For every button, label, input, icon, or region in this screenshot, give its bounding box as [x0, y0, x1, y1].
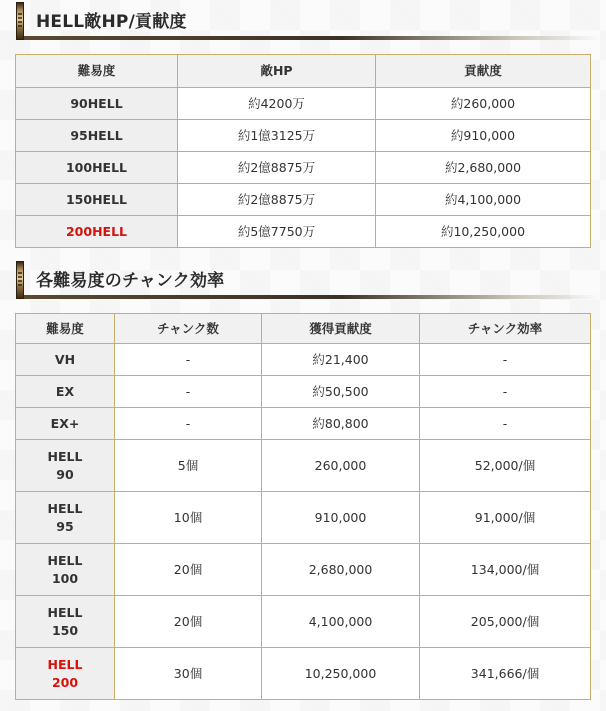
hell-hp-table: [15, 54, 591, 248]
header-earned-contribution: 獲得貢献度: [262, 314, 420, 344]
section-heading-chunk-efficiency: [16, 260, 600, 300]
contribution-cell: 2,680,000: [262, 544, 420, 596]
efficiency-cell: 205,000/個: [420, 596, 591, 648]
chunk-efficiency-table: [15, 313, 591, 700]
difficulty-cell: 90HELL: [16, 88, 178, 120]
hp-cell: 約1億3125万: [178, 120, 376, 152]
contribution-cell: 約260,000: [376, 88, 591, 120]
table-row: [16, 88, 591, 120]
chunk-count-cell: -: [115, 344, 262, 376]
difficulty-cell: [16, 596, 115, 648]
chunk-count-cell: 20個: [115, 596, 262, 648]
difficulty-label: EX: [55, 383, 75, 399]
difficulty-level: 95: [56, 518, 74, 534]
difficulty-level: 200: [51, 674, 79, 690]
table-row: [16, 596, 591, 648]
table-row: [16, 376, 591, 408]
difficulty-label: HELL: [47, 604, 83, 620]
contribution-cell: 910,000: [262, 492, 420, 544]
difficulty-cell: [16, 544, 115, 596]
difficulty-cell: [16, 376, 115, 408]
section-title: 各難易度のチャンク効率: [36, 271, 225, 291]
chunk-count-cell: -: [115, 376, 262, 408]
table-row: [16, 120, 591, 152]
difficulty-cell: [16, 492, 115, 544]
chunk-count-cell: 30個: [115, 648, 262, 700]
contribution-cell: 260,000: [262, 440, 420, 492]
efficiency-cell: 52,000/個: [420, 440, 591, 492]
table-row: [16, 492, 591, 544]
difficulty-label: HELL: [47, 656, 83, 672]
hp-cell: 約4200万: [178, 88, 376, 120]
efficiency-cell: 341,666/個: [420, 648, 591, 700]
contribution-cell: 4,100,000: [262, 596, 420, 648]
difficulty-cell: 150HELL: [16, 184, 178, 216]
efficiency-cell: -: [420, 344, 591, 376]
header-chunk-count: チャンク数: [115, 314, 262, 344]
table-row: [16, 408, 591, 440]
table-row: [16, 648, 591, 700]
difficulty-label: EX+: [50, 415, 80, 431]
difficulty-label: HELL: [47, 500, 83, 516]
difficulty-label: HELL: [47, 448, 83, 464]
table-row: [16, 216, 591, 248]
contribution-cell: 約2,680,000: [376, 152, 591, 184]
contribution-cell: 約80,800: [262, 408, 420, 440]
table-row: [16, 440, 591, 492]
difficulty-cell: [16, 440, 115, 492]
section-title: HELL敵HP/貢献度: [36, 12, 187, 32]
header-contribution: 貢献度: [376, 55, 591, 88]
table-row: [16, 152, 591, 184]
hp-cell: 約2億8875万: [178, 152, 376, 184]
contribution-cell: 約50,500: [262, 376, 420, 408]
difficulty-level: 100: [51, 570, 79, 586]
contribution-cell: 約21,400: [262, 344, 420, 376]
heading-underline: [24, 295, 600, 299]
difficulty-cell: 95HELL: [16, 120, 178, 152]
header-enemy-hp: 敵HP: [178, 55, 376, 88]
chunk-count-cell: -: [115, 408, 262, 440]
header-chunk-efficiency: チャンク効率: [420, 314, 591, 344]
contribution-cell: 10,250,000: [262, 648, 420, 700]
efficiency-cell: -: [420, 376, 591, 408]
difficulty-cell: [16, 344, 115, 376]
header-difficulty: 難易度: [16, 55, 178, 88]
hp-cell: 約5億7750万: [178, 216, 376, 248]
table-row: [16, 184, 591, 216]
hp-cell: 約2億8875万: [178, 184, 376, 216]
difficulty-cell-highlighted: [16, 648, 115, 700]
difficulty-cell: [16, 408, 115, 440]
contribution-cell: 約910,000: [376, 120, 591, 152]
difficulty-label: HELL: [47, 552, 83, 568]
efficiency-cell: 91,000/個: [420, 492, 591, 544]
difficulty-cell: 100HELL: [16, 152, 178, 184]
header-difficulty: 難易度: [16, 314, 115, 344]
heading-ornament-icon: [16, 2, 24, 40]
chunk-count-cell: 20個: [115, 544, 262, 596]
section-heading-hell-hp: [16, 1, 600, 41]
difficulty-label: VH: [54, 351, 76, 367]
table-row: [16, 344, 591, 376]
difficulty-cell-highlighted: 200HELL: [16, 216, 178, 248]
chunk-count-cell: 10個: [115, 492, 262, 544]
difficulty-level: 90: [56, 466, 74, 482]
contribution-cell: 約10,250,000: [376, 216, 591, 248]
efficiency-cell: -: [420, 408, 591, 440]
difficulty-level: 150: [51, 622, 79, 638]
table-header-row: [16, 314, 591, 344]
efficiency-cell: 134,000/個: [420, 544, 591, 596]
heading-underline: [24, 36, 600, 40]
table-header-row: [16, 55, 591, 88]
chunk-count-cell: 5個: [115, 440, 262, 492]
heading-ornament-icon: [16, 261, 24, 299]
table-row: [16, 544, 591, 596]
contribution-cell: 約4,100,000: [376, 184, 591, 216]
